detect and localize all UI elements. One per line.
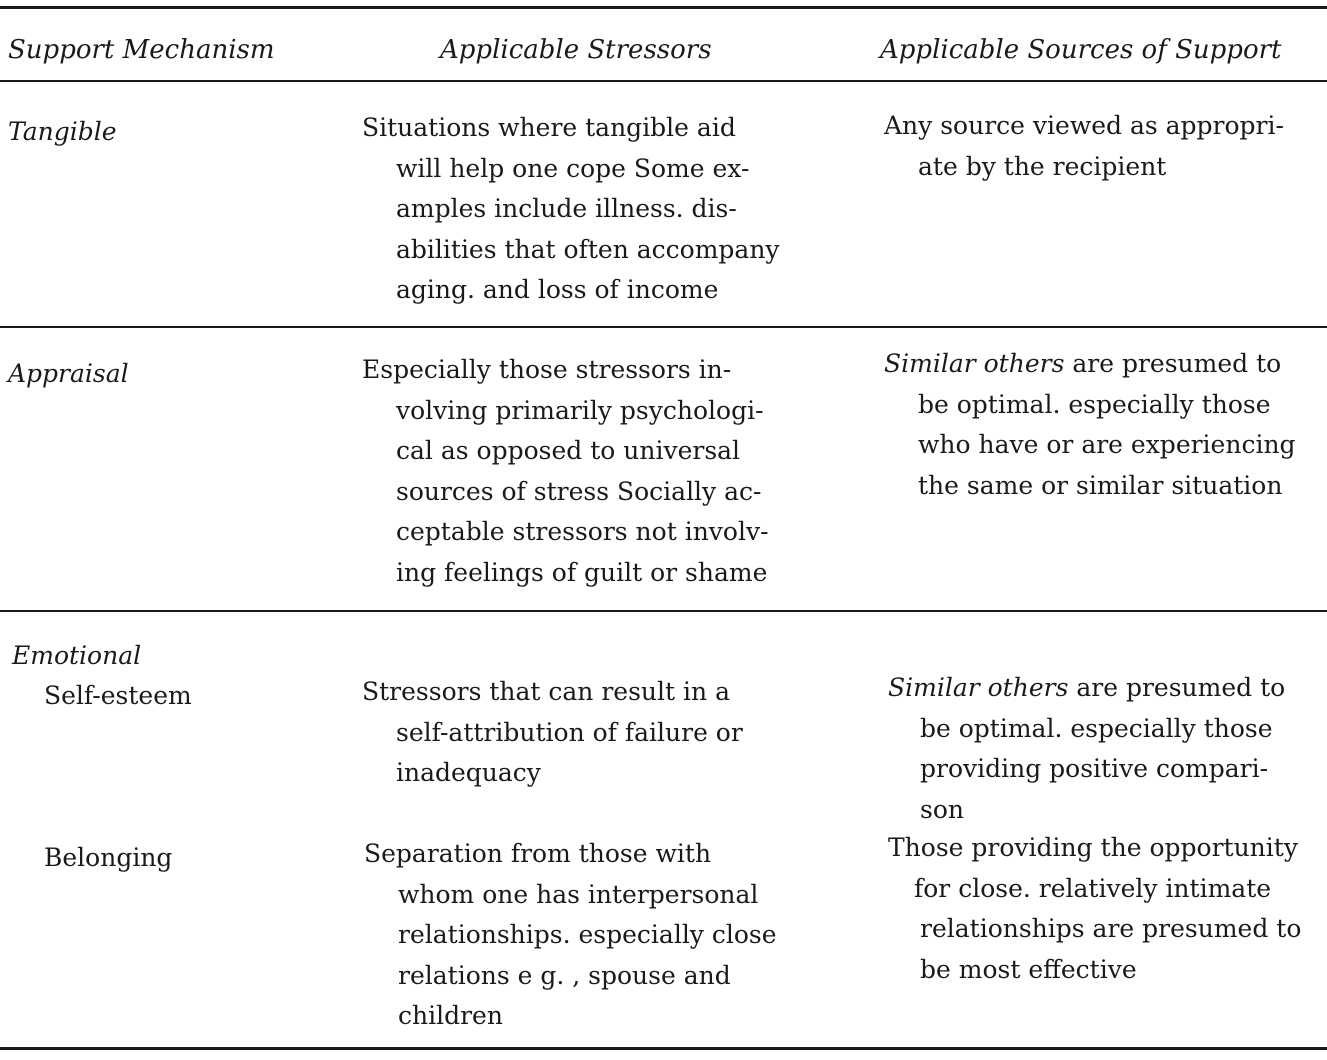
text-line: Especially those stressors in- [362, 355, 732, 384]
similar-others-emphasis: Similar others [888, 673, 1069, 702]
similar-others-emphasis: Similar others [884, 349, 1065, 378]
text-line: relationships are presumed to [920, 914, 1302, 943]
sources-self-esteem [888, 668, 1285, 830]
mechanism-appraisal: Appraisal [8, 359, 129, 388]
text-line: relations e g. , spouse and [398, 960, 731, 990]
header-support-mechanism: Support Mechanism [8, 35, 275, 65]
text-line [888, 668, 1285, 709]
text-line [884, 344, 1296, 385]
mechanism-emotional: Emotional [12, 641, 142, 670]
text-line: be most effective [920, 954, 1137, 984]
row-rule [0, 610, 1327, 612]
text-line: sources of stress Socially ac- [396, 476, 762, 506]
text-line: ate by the recipient [918, 151, 1167, 181]
text-line: who have or are experiencing [918, 430, 1296, 459]
text-line: ing feelings of guilt or shame [396, 557, 768, 587]
text-line: abilities that often accompany [396, 234, 780, 264]
text-fragment: are presumed to [1068, 673, 1286, 702]
stressors-belonging [364, 834, 777, 1037]
sources-tangible [884, 106, 1284, 187]
text-line: for close. relatively intimate [914, 873, 1272, 903]
text-line: self-attribution of failure or [396, 717, 743, 747]
text-line: volving primarily psychologi- [396, 395, 764, 425]
stressors-self-esteem [362, 672, 743, 794]
text-line: be optimal. especially those [920, 713, 1273, 743]
stressors-tangible [362, 108, 780, 311]
text-line: will help one cope Some ex- [396, 153, 750, 183]
text-line: Separation from those with [364, 839, 712, 868]
text-fragment: are presumed to [1064, 349, 1282, 378]
top-rule [0, 6, 1327, 9]
mechanism-tangible: Tangible [8, 117, 117, 146]
text-line: ceptable stressors not involv- [396, 517, 769, 546]
text-line: Stressors that can result in a [362, 677, 730, 706]
text-line: Those providing the opportunity [888, 833, 1298, 862]
header-rule [0, 80, 1327, 82]
text-line: inadequacy [396, 758, 541, 787]
header-applicable-sources: Applicable Sources of Support [880, 35, 1282, 65]
text-line: Any source viewed as appropri- [884, 111, 1284, 140]
text-line: the same or similar situation [918, 470, 1283, 500]
text-line: be optimal. especially those [918, 389, 1271, 419]
text-line: providing positive compari- [920, 754, 1269, 783]
submechanism-self-esteem: Self-esteem [44, 681, 192, 710]
row-rule [0, 326, 1327, 328]
stressors-appraisal [362, 350, 769, 593]
text-line: cal as opposed to universal [396, 436, 741, 465]
text-line: children [398, 1001, 503, 1030]
text-line: son [920, 794, 964, 824]
text-line: relationships. especially close [398, 920, 777, 949]
submechanism-belonging: Belonging [44, 843, 173, 872]
text-line: whom one has interpersonal [398, 879, 759, 909]
text-line: amples include illness. dis- [396, 194, 737, 223]
text-line: Situations where tangible aid [362, 113, 736, 142]
text-line: aging. and loss of income [396, 275, 719, 304]
sources-appraisal [884, 344, 1296, 506]
header-applicable-stressors: Applicable Stressors [440, 35, 712, 65]
sources-belonging [888, 828, 1301, 990]
bottom-rule [0, 1047, 1327, 1050]
